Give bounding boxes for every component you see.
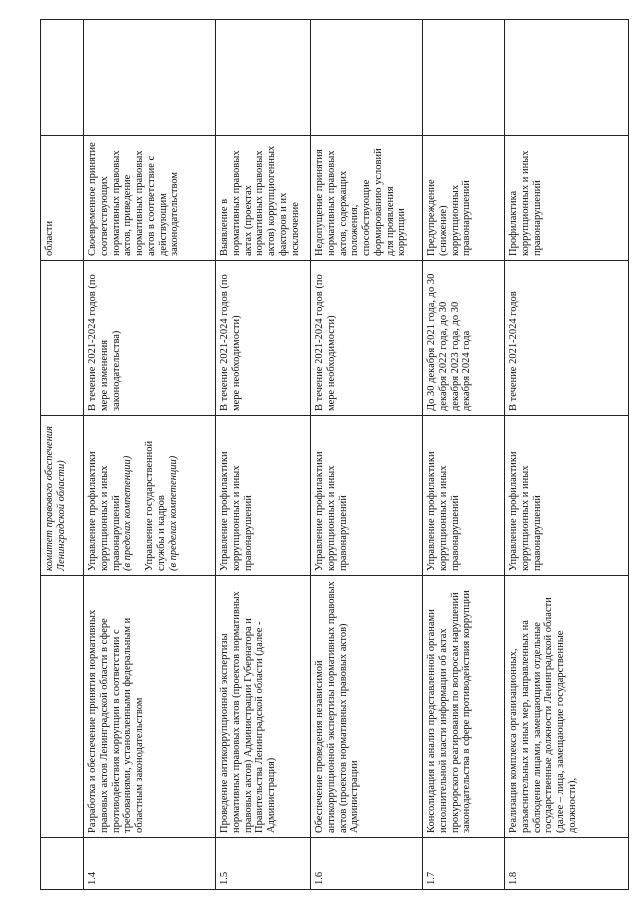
- header-responsible-cell: комитет правового обеспечения Ленинградской области): [41, 416, 84, 576]
- row-pad: [505, 20, 629, 136]
- header-result-cell: области: [41, 136, 84, 261]
- header-action-cell: [41, 576, 84, 838]
- row-pad: [84, 20, 216, 136]
- row-number: 1.8: [505, 838, 629, 890]
- row-result: Недопущение принятия нормативных правовых актов, содержащих положения, способствующие формированию условий для проявления коррупции: [311, 136, 423, 261]
- row-number: 1.7: [423, 838, 505, 890]
- row-term: До 30 декабря 2021 года, до 30 декабря 2022 года, до 30 декабря 2023 года, до 30 декабря 2024 года: [423, 261, 505, 416]
- responsible-unit: Управление профилактики коррупционных и иных правонарушений: [87, 451, 122, 571]
- row-pad: [216, 20, 311, 136]
- header-term-cell: [41, 261, 84, 416]
- row-term: В течение 2021-2024 годов (по мере необходимости): [216, 261, 311, 416]
- row-action: Разработка и обеспечение принятия нормативных правовых актов Ленинградской области в сфере противодействия коррупции в соответствии с требованиями, установленными федеральным и областным законодательством: [84, 576, 216, 838]
- row-term: В течение 2021-2024 годов (по мере изменения законодательства): [84, 261, 216, 416]
- responsible-unit: Управление государственной службы и кадров: [144, 440, 167, 571]
- row-number: 1.6: [311, 838, 423, 890]
- row-result: Предупреждение (снижение) коррупционных правонарушений: [423, 136, 505, 261]
- row-action: Обеспечение проведения независимой антикоррупционной экспертизы нормативных правовых актов (проектов нормативных правовых актов) Администрации: [311, 576, 423, 838]
- row-responsible: Управление профилактики коррупционных и иных правонарушений: [216, 416, 311, 576]
- table-row: [311, 20, 423, 890]
- row-responsible: Управление профилактики коррупционных и иных правонарушений: [423, 416, 505, 576]
- responsible-note: (в пределах компетенции): [167, 455, 179, 571]
- row-result: Профилактика коррупционных и иных правонарушений: [505, 136, 629, 261]
- row-responsible: Управление профилактики коррупционных и иных правонарушений: [505, 416, 629, 576]
- header-num-cell: [41, 838, 84, 890]
- row-number: 1.4: [84, 838, 216, 890]
- row-action: Реализация комплекса организационных, разъяснительных и иных мер, направленных на соблюдение лицами, замещающими отдельные государственные должности Ленинградской области (далее – лица, замещающие государственные должности),: [505, 576, 629, 838]
- row-responsible: Управление профилактики коррупционных и иных правонарушений: [311, 416, 423, 576]
- row-action: Консолидация и анализ представленной органами исполнительной власти информации об актах прокурорского реагирования по вопросам нарушений законодательства в сфере противодействия коррупции: [423, 576, 505, 838]
- table-row: [216, 20, 311, 890]
- row-result: Выявление в нормативных правовых актах (проектах нормативных правовых актов) коррупциогенных факторов и их исключение: [216, 136, 311, 261]
- row-action: Проведение антикоррупционной экспертизы нормативных правовых актов (проектов нормативных правовых актов) Администрации Губернатора и Правительства Ленинградской области (далее - Администрация): [216, 576, 311, 838]
- rotated-table-frame: [40, 20, 628, 890]
- row-pad: [423, 20, 505, 136]
- measures-table: [40, 19, 629, 890]
- row-term: В течение 2021-2024 годов (по мере необходимости): [311, 261, 423, 416]
- header-pad-cell: [41, 20, 84, 136]
- table-row: [505, 20, 629, 890]
- row-number: 1.5: [216, 838, 311, 890]
- row-term: В течение 2021-2024 годов: [505, 261, 629, 416]
- row-pad: [311, 20, 423, 136]
- responsible-note: (в пределах компетенции): [122, 455, 134, 571]
- row-result: Своевременное принятие соответствующих нормативных правовых актов, приведение нормативных правовых актов в соответствие с действующим законодательством: [84, 136, 216, 261]
- table-header-row: [41, 20, 84, 890]
- table-row: [423, 20, 505, 890]
- table-row: [84, 20, 216, 890]
- row-responsible: [84, 416, 216, 576]
